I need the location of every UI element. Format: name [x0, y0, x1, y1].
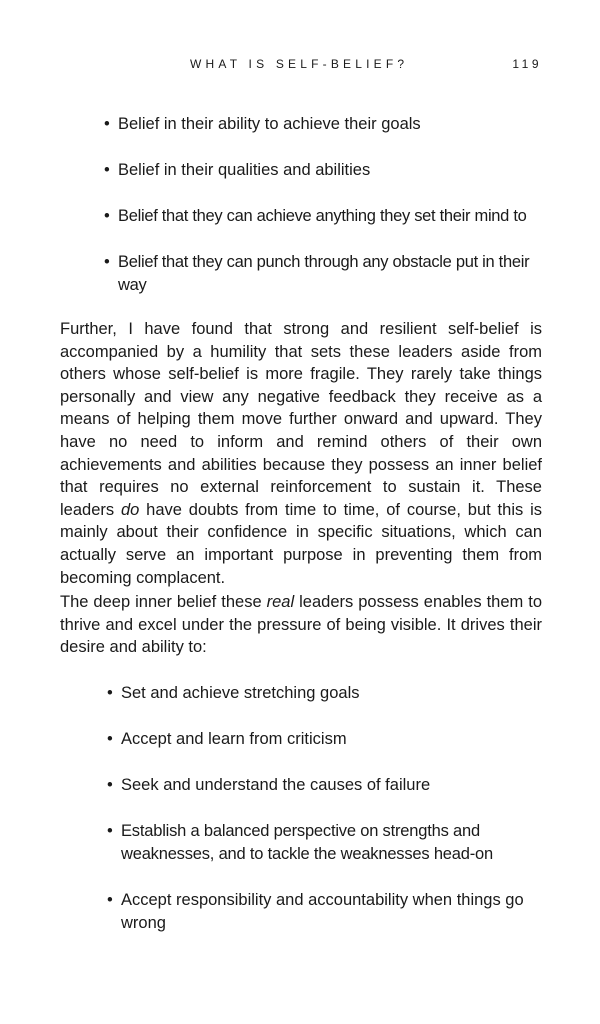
list-item-text: Belief that they can achieve anything they set their mind to	[118, 207, 527, 225]
list-item-text: Accept and learn from criticism	[121, 730, 347, 748]
list-item	[104, 251, 543, 297]
running-header	[0, 57, 600, 73]
bullet-icon: •	[107, 776, 113, 794]
paragraph-text: have doubts from time to time, of course, but this is mainly about their confidence in specific situations, which can actually serve an important purpose in preventing them from becoming complacent.	[60, 500, 542, 587]
list-item-text: Seek and understand the causes of failure	[121, 776, 431, 794]
body-paragraph-inner-belief	[60, 591, 542, 659]
ability-list	[107, 682, 543, 958]
body-paragraph-humility	[60, 318, 542, 589]
bullet-icon: •	[107, 891, 113, 909]
list-item-text: Set and achieve stretching goals	[121, 684, 360, 702]
bullet-icon: •	[104, 161, 110, 179]
list-item	[104, 113, 543, 136]
list-item	[107, 820, 543, 866]
paragraph-text: Further, I have found that strong and resilient self-belief is accompanied by a humility that sets these leaders aside from others whose self-belief is more fragile. They rarely take things personally and view any negative feedback they receive as a means of helping them move further onward and upward. They have no need to inform and remind others of their own achievements and abilities because they possess an inner belief that requires no external reinforcement to sustain it. These leaders	[60, 320, 542, 519]
bullet-icon: •	[104, 253, 110, 271]
bullet-icon: •	[107, 822, 113, 840]
list-item	[107, 774, 543, 797]
emphasis-text: real	[266, 593, 295, 611]
bullet-icon: •	[107, 730, 113, 748]
list-item-text: Belief that they can punch through any obstacle put in their way	[118, 253, 530, 294]
running-title: WHAT IS SELF-BELIEF?	[190, 57, 409, 71]
list-item	[104, 205, 543, 228]
list-item	[107, 889, 543, 935]
emphasis-text: do	[120, 500, 140, 519]
bullet-icon: •	[107, 684, 113, 702]
list-item-text: Establish a balanced perspective on strengths and weaknesses, and to tackle the weaknesses head-on	[121, 822, 493, 863]
list-item-text: Belief in their ability to achieve their goals	[118, 115, 421, 133]
bullet-icon: •	[104, 115, 110, 133]
bullet-icon: •	[104, 207, 110, 225]
belief-list	[104, 113, 543, 320]
page-number: 119	[512, 57, 542, 71]
list-item	[104, 159, 543, 182]
paragraph-text: leaders possess enables them to thrive and excel under the pressure of being visible. It drives their desire and ability to:	[60, 593, 543, 657]
list-item	[107, 728, 543, 751]
list-item-text: Accept responsibility and accountability when things go wrong	[121, 891, 524, 932]
list-item-text: Belief in their qualities and abilities	[118, 161, 371, 179]
paragraph-text: The deep inner belief these	[60, 593, 267, 611]
list-item	[107, 682, 543, 705]
